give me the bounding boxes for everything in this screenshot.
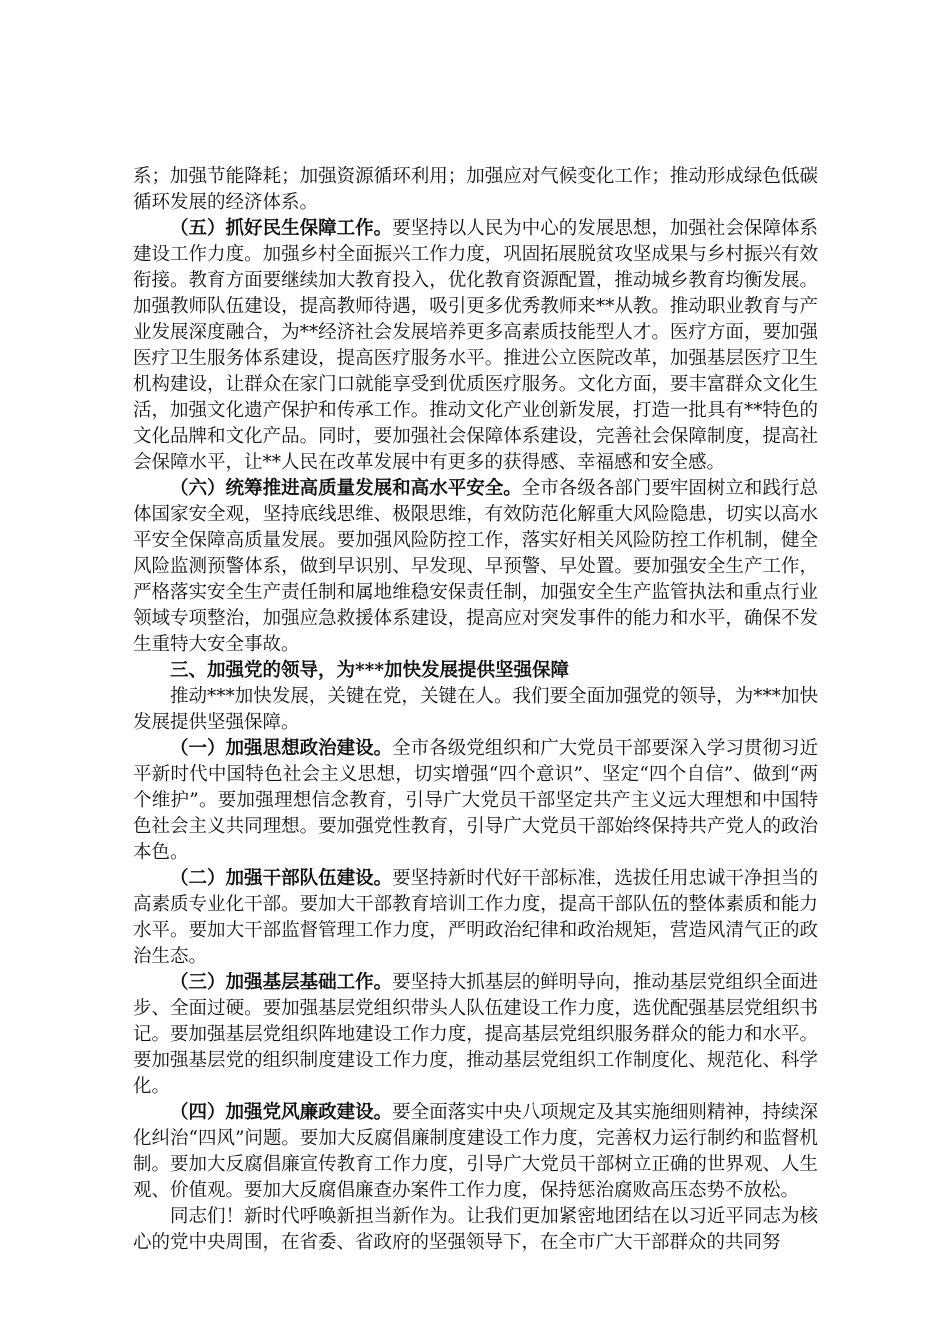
section-lead: （三）加强基层基础工作。 bbox=[170, 972, 393, 993]
paragraph-6-anquan bbox=[133, 476, 818, 658]
paragraph-jiceng bbox=[133, 970, 818, 1100]
section-lead: （六）统筹推进高质量发展和高水平安全。 bbox=[170, 478, 522, 499]
section-lead: （一）加强思想政治建设。 bbox=[170, 738, 393, 759]
paragraph-text: 同志们！新时代呼唤新担当新作为。让我们更加紧密地团结在以习近平同志为核心的党中央周围，在省委、省政府的坚强领导下，在全市广大干部群众的共同努 bbox=[133, 1206, 818, 1253]
paragraph-text: 全市各级各部门要牢固树立和践行总体国家安全观，坚持底线思维、极限思维，有效防范化解重大风险隐患，切实以高水平安全保障高质量发展。要加强风险防控工作，落实好相关风险防控工作机制，健全风险监测预警体系，做到早识别、早发现、早预警、早处置。要加强安全生产工作，严格落实安全生产责任制和属地维稳安保责任制，加强安全生产监管执法和重点行业领域专项整治，加强应急救援体系建设，提高应对突发事件的能力和水平，确保不发生重特大安全事故。 bbox=[133, 478, 818, 655]
paragraph-text: 全市各级党组织和广大党员干部要深入学习贯彻习近平新时代中国特色社会主义思想，切实增强“四个意识”、坚定“四个自信”、做到“两个维护”。要加强理想信念教育，引导广大党员干部坚定共产主义远大理想和中国特色社会主义共同理想。要加强党性教育，引导广大党员干部始终保持共产党人的政治本色。 bbox=[133, 738, 818, 863]
paragraph-text: 要坚持新时代好干部标准，选拔任用忠诚干净担当的高素质专业化干部。要加大干部教育培训工作力度，提高干部队伍的整体素质和能力水平。要加大干部监督管理工作力度，严明政治纪律和政治规矩，营造风清气正的政治生态。 bbox=[133, 868, 818, 967]
paragraph-5-minsheng bbox=[133, 216, 818, 476]
section-heading-3: 三、加强党的领导，为***加快发展提供坚强保障 bbox=[170, 660, 570, 681]
paragraph-0 bbox=[133, 164, 818, 216]
paragraph-text: 要坚持以人民为中心的发展思想，加强社会保障体系建设工作力度。加强乡村全面振兴工作力度，巩固拓展脱贫攻坚成果与乡村振兴有效衔接。教育方面要继续加大教育投入，优化教育资源配置，推动城乡教育均衡发展。加强教师队伍建设，提高教师待遇，吸引更多优秀教师来**从教。推动职业教育与产业发展深度融合，为**经济社会发展培养更多高素质技能型人才。医疗方面，要加强医疗卫生服务体系建设，提高医疗服务水平。推进公立医院改革，加强基层医疗卫生机构建设，让群众在家门口就能享受到优质医疗服务。文化方面，要丰富群众文化生活，加强文化遗产保护和传承工作。推动文化产业创新发展，打造一批具有**特色的文化品牌和文化产品。同时，要加强社会保障体系建设，完善社会保障制度，提高社会保障水平，让**人民在改革发展中有更多的获得感、幸福感和安全感。 bbox=[133, 218, 818, 473]
paragraph-text: 系；加强节能降耗；加强资源循环利用；加强应对气候变化工作；推动形成绿色低碳循环发展的经济体系。 bbox=[133, 166, 818, 213]
section-lead: （五）抓好民生保障工作。 bbox=[170, 218, 393, 239]
paragraph-text: 要全面落实中央八项规定及其实施细则精神，持续深化纠治“四风”问题。要加大反腐倡廉制度建设工作力度，完善权力运行制约和监督机制。要加大反腐倡廉宣传教育工作力度，引导广大党员干部树立正确的世界观、人生观、价值观。要加大反腐倡廉查办案件工作力度，保持惩治腐败高压态势不放松。 bbox=[133, 1102, 818, 1201]
paragraph-ganbu bbox=[133, 866, 818, 970]
paragraph-lianzheng bbox=[133, 1100, 818, 1204]
paragraph-closing bbox=[133, 1204, 818, 1256]
paragraph-sixiang bbox=[133, 736, 818, 866]
section-lead: （二）加强干部队伍建设。 bbox=[170, 868, 393, 889]
paragraph-text: 要坚持大抓基层的鲜明导向，推动基层党组织全面进步、全面过硬。要加强基层党组织带头人队伍建设工作力度，选优配强基层党组织书记。要加强基层党组织阵地建设工作力度，提高基层党组织服务群众的能力和水平。要加强基层党的组织制度建设工作力度，推动基层党组织工作制度化、规范化、科学化。 bbox=[133, 972, 818, 1097]
document-page bbox=[133, 164, 818, 1256]
paragraph-text: 推动***加快发展，关键在党，关键在人。我们要全面加强党的领导，为***加快发展提供坚强保障。 bbox=[133, 686, 818, 733]
paragraph-intro bbox=[133, 684, 818, 736]
section-lead: （四）加强党风廉政建设。 bbox=[170, 1102, 393, 1123]
